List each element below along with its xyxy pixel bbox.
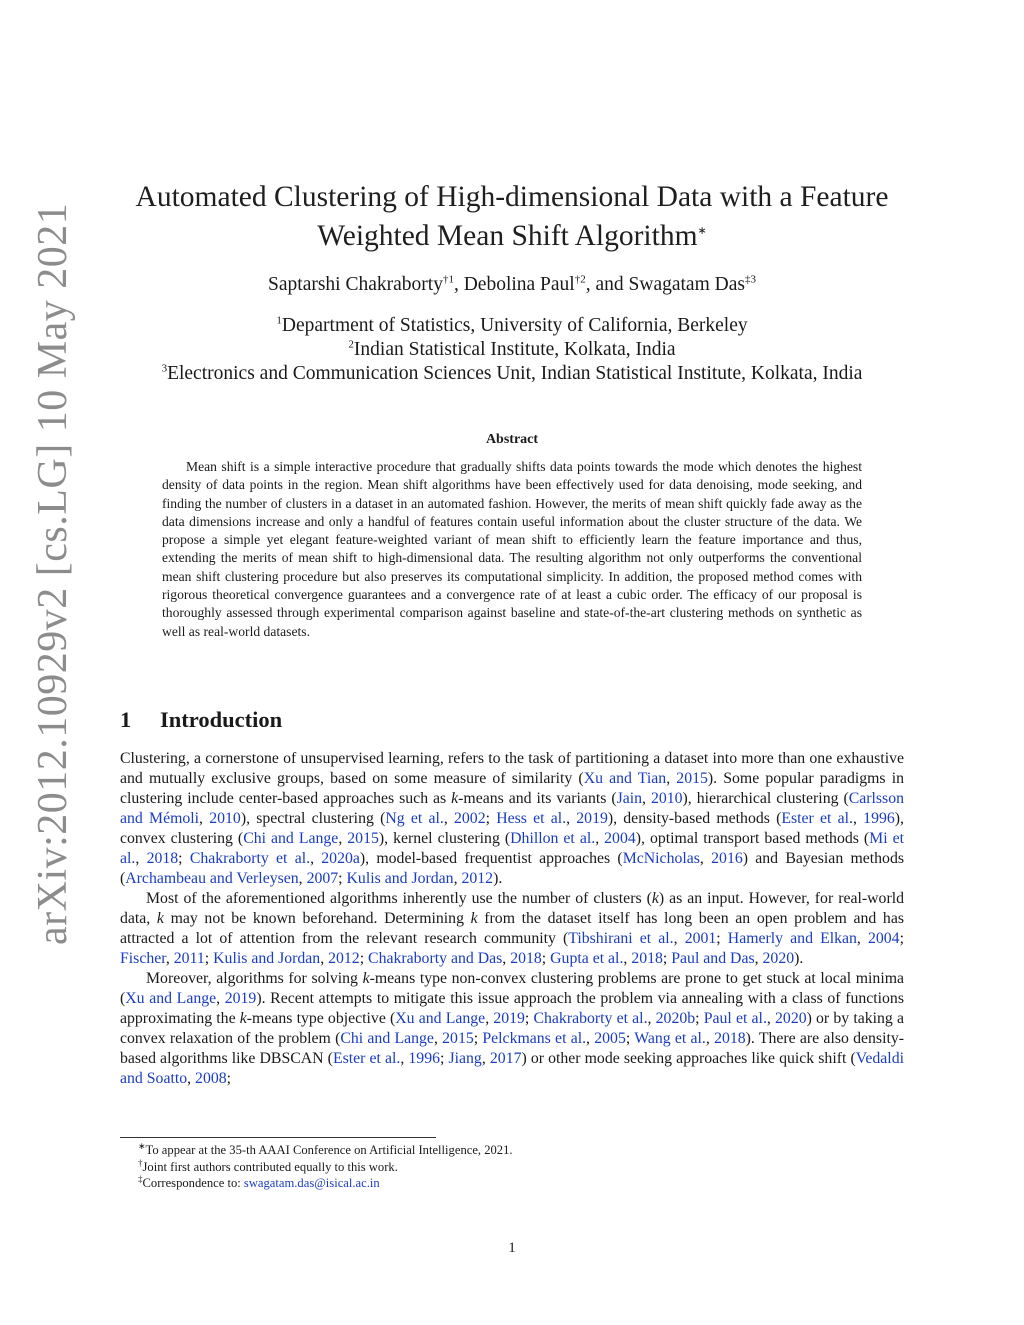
author-separator: , and (585, 274, 629, 295)
paragraph-text: , (481, 1050, 490, 1067)
paragraph-text: , (400, 1050, 409, 1067)
citation-link[interactable]: Paul and Das (671, 950, 755, 967)
paragraph-text: , (320, 950, 329, 967)
footnote-mark: † (138, 1157, 143, 1168)
citation-link[interactable]: 2004 (604, 830, 636, 847)
affiliations (100, 314, 924, 386)
citation-link[interactable]: 2015 (347, 830, 379, 847)
paragraph-text: Most of the aforementioned algorithms inherently use the number of clusters ( (146, 890, 652, 907)
paragraph-text: ). Recent attempts to mitigate this issue approach the problem via annealing with a class of functions approximating the (120, 990, 904, 1027)
citation-link[interactable]: Hamerly and Elkan (727, 930, 857, 947)
footnote-text: Correspondence to: (142, 1176, 244, 1190)
citation-link[interactable]: Tibshirani et al. (568, 930, 674, 947)
citation-link[interactable]: 2018 (146, 850, 179, 867)
footnotes (120, 1142, 904, 1192)
paragraph-text: ), optimal transport based methods ( (635, 830, 870, 847)
paragraph-text: from the dataset itself has long been an open problem and has attracted a lot of attention from the relevant research community ( (120, 910, 904, 947)
citation-link[interactable]: 2016 (711, 850, 743, 867)
author-name: Swagatam Das (628, 274, 745, 295)
paper-title (100, 178, 924, 256)
citation-link[interactable]: Chi and Lange (243, 830, 339, 847)
citation-link[interactable]: Hess et al. (496, 810, 567, 827)
citation-link[interactable]: Gupta et al. (550, 950, 624, 967)
paragraph-text: ; (338, 870, 347, 887)
paragraph-text: , (647, 1010, 656, 1027)
paragraph-text: , (595, 830, 605, 847)
page-number: 1 (508, 1240, 516, 1256)
paragraph-text: may not be known beforehand. Determining (163, 910, 471, 927)
paragraph-text: ) and Bayesian methods ( (120, 850, 905, 887)
paragraph-text: ). There are also density-based algorithms like DBSCAN ( (120, 1030, 905, 1067)
affiliation-sup: 1 (276, 314, 282, 327)
citation-link[interactable]: Xu and Lange (125, 990, 217, 1007)
citation-link[interactable]: 2017 (489, 1050, 522, 1067)
footnote-divider (120, 1137, 436, 1138)
citation-link[interactable]: 2008 (195, 1070, 227, 1087)
paragraph-text: ; (440, 1050, 449, 1067)
paragraph-text: ; (695, 1010, 704, 1027)
paragraph-text: , (310, 850, 322, 867)
author-list (100, 272, 924, 298)
paragraph-text: , (443, 810, 454, 827)
citation-link[interactable]: 2007 (306, 870, 339, 887)
citation-link[interactable]: Chakraborty et al. (189, 850, 311, 867)
citation-link[interactable]: 2001 (684, 930, 717, 947)
paragraph-text: , (853, 810, 864, 827)
citation-link[interactable]: 2018 (714, 1030, 746, 1047)
citation-link[interactable]: Chi and Lange (340, 1030, 434, 1047)
citation-link[interactable]: 2018 (631, 950, 663, 967)
paragraph-text: Moreover, algorithms for solving (146, 970, 363, 987)
paragraph-text: , (502, 950, 511, 967)
paragraph-text: ). (493, 870, 503, 887)
author-separator: , (453, 274, 464, 295)
author-name: Saptarshi Chakraborty (268, 274, 443, 295)
citation-link[interactable]: Mi et al. (120, 830, 905, 867)
paragraph-text: , (642, 790, 651, 807)
paragraph-text: ; (541, 950, 551, 967)
citation-link[interactable]: 2012 (461, 870, 494, 887)
section-heading (120, 707, 282, 733)
citation-link[interactable]: 2002 (454, 810, 486, 827)
citation-link[interactable]: McNicholas (622, 850, 700, 867)
paragraph-text: ; (524, 1010, 534, 1027)
paragraph-text: , (699, 850, 712, 867)
footnote-mark: ‡ (138, 1173, 143, 1184)
paragraph-text: ), convex clustering ( (120, 810, 904, 847)
citation-link[interactable]: 2020b (655, 1010, 696, 1027)
math-variable: k (470, 910, 478, 927)
footnote-text: Joint first authors contributed equally to this work. (142, 1159, 398, 1174)
section-title: Introduction (160, 707, 283, 732)
citation-link[interactable]: 2019 (224, 990, 257, 1007)
paragraph (120, 969, 904, 1089)
affiliation-text: Department of Statistics, University of California, Berkeley (281, 315, 748, 336)
citation-link[interactable]: 2020 (762, 950, 795, 967)
paragraph-text: , (453, 870, 462, 887)
abstract-text: Mean shift is a simple interactive procedure that gradually shifts data points towards the mode which denotes the highest density of data points in the region. Mean shift algorithms have been effectively used for data denoising, mode seeking, and finding the number of clusters in a dataset in an automated fashion. However, the merits of mean shift quickly fade away as the data dimensions increase and only a handful of features contain useful information about the cluster structure of the data. We propose a simple yet elegant feature-weighted variant of mean shift to efficiently learn the feature importance and thus, extending the merits of mean shift to high-dimensional data. The resulting algorithm not only outperforms the conventional mean shift clustering procedure but also preserves its computational simplicity. In addition, the proposed method comes with rigorous theoretical convergence guarantees and a convergence rate of at least a cubic order. The efficacy of our proposal is thoroughly assessed through experimental comparison against baseline and state-of-the-art clustering methods on synthetic as well as real-world datasets. (162, 459, 862, 639)
paragraph-text: ) as an input. However, for real-world data, (120, 890, 904, 927)
footnote-mark: ∗ (138, 1140, 146, 1151)
title-line-2-text: Weighted Mean Shift Algorithm (317, 220, 698, 252)
arxiv-stamp: arXiv:2012.10929v2 [cs.LG] 10 May 2021 (30, 202, 76, 945)
section-number: 1 (120, 707, 132, 732)
paragraph-text: ) or other mode seeking approaches like quick shift ( (521, 1050, 856, 1067)
citation-link[interactable]: Fischer (120, 950, 166, 967)
citation-link[interactable]: 1996 (408, 1050, 440, 1067)
affiliation-text: Electronics and Communication Sciences Unit, Indian Statistical Institute, Kolkata, India (167, 363, 863, 384)
citation-link[interactable]: 2019 (493, 1010, 525, 1027)
body-text (120, 749, 904, 1089)
paragraph (120, 889, 904, 969)
citation-link[interactable]: Ester et al. (332, 1050, 401, 1067)
paragraph-text: , (187, 1070, 196, 1087)
citation-link[interactable]: Xu and Lange (395, 1010, 486, 1027)
citation-link[interactable]: Wang et al. (634, 1030, 706, 1047)
citation-link[interactable]: 2015 (676, 770, 708, 787)
citation-link[interactable]: 1996 (863, 810, 895, 827)
paragraph-text: ). (794, 950, 804, 967)
citation-link[interactable]: Paul et al. (703, 1010, 767, 1027)
paragraph-text: ; (662, 950, 672, 967)
footnote (120, 1142, 904, 1159)
paragraph-text: , (705, 1030, 715, 1047)
citation-link[interactable]: 2010 (209, 810, 241, 827)
paragraph-text: , (673, 930, 685, 947)
paragraph-text: , (338, 830, 348, 847)
citation-link[interactable]: Carlsson and Mémoli (120, 790, 904, 827)
footnote (120, 1159, 904, 1176)
paragraph-text: ), kernel clustering ( (378, 830, 511, 847)
author-sup: †1 (442, 273, 454, 286)
paragraph-text: -means type non-convex clustering problems are prone to get stuck at local minima ( (120, 970, 905, 1007)
citation-link[interactable]: 2004 (867, 930, 900, 947)
paragraph (120, 749, 904, 889)
math-variable: k (651, 890, 659, 907)
affiliation-sup: 2 (348, 338, 354, 351)
paragraph-text: ; (716, 930, 728, 947)
paragraph-text: , (165, 950, 174, 967)
paragraph-text: ; (473, 1030, 483, 1047)
citation-link[interactable]: Pelckmans et al. (482, 1030, 587, 1047)
paragraph-text: , (485, 1010, 494, 1027)
citation-link[interactable]: 2011 (173, 950, 205, 967)
citation-link[interactable]: Chakraborty and Das (368, 950, 503, 967)
paragraph-text: , (586, 1030, 595, 1047)
paragraph-text: , (298, 870, 307, 887)
citation-link[interactable]: Kulis and Jordan (346, 870, 454, 887)
paragraph-text: ) or by taking a convex relaxation of the problem ( (120, 1010, 904, 1047)
citation-link[interactable]: Ester et al. (781, 810, 853, 827)
citation-link[interactable]: 2020 (775, 1010, 807, 1027)
paragraph-text: ), spectral clustering ( (240, 810, 386, 827)
paragraph-text: , (623, 950, 632, 967)
paragraph-text: , (766, 1010, 776, 1027)
email-link[interactable]: swagatam.das@isical.ac.in (243, 1176, 380, 1190)
paragraph-text: ; (204, 950, 214, 967)
affiliation-1 (100, 314, 924, 338)
author-name: Debolina Paul (463, 274, 575, 295)
citation-link[interactable]: 2015 (442, 1030, 474, 1047)
paragraph-text: ), density-based methods ( (607, 810, 782, 827)
paragraph-text: ; (226, 1070, 232, 1087)
paragraph-text: ), hierarchical clustering ( (682, 790, 849, 807)
citation-link[interactable]: Jain (616, 790, 643, 807)
citation-link[interactable]: Jiang (448, 1050, 482, 1067)
affiliation-3 (100, 362, 924, 386)
citation-link[interactable]: Xu and Tian (583, 770, 667, 787)
author-sup: †2 (574, 273, 586, 286)
affiliation-text: Indian Statistical Institute, Kolkata, India (353, 339, 676, 360)
citation-link[interactable]: 2005 (594, 1030, 626, 1047)
paragraph-text: ). Some popular paradigms in clustering include center-based approaches such as (120, 770, 904, 807)
math-variable: k (451, 790, 459, 807)
citation-link[interactable]: Archambeau and Verleysen (125, 870, 299, 887)
footnote (120, 1175, 904, 1192)
title-line-1: Automated Clustering of High-dimensional Data with a Feature (135, 181, 889, 213)
affiliation-sup: 3 (161, 362, 168, 375)
paragraph-text: , (216, 990, 225, 1007)
citation-link[interactable]: 2018 (510, 950, 542, 967)
title-footnote-mark: ∗ (697, 225, 707, 238)
title-line-2 (100, 217, 924, 256)
paragraph-text: ; (485, 810, 497, 827)
paragraph-text: , (433, 1030, 443, 1047)
math-variable: k (362, 970, 370, 987)
affiliation-2 (100, 338, 924, 362)
math-variable: k (156, 910, 164, 927)
paragraph-text: , (199, 810, 210, 827)
author-sup: ‡3 (744, 273, 756, 286)
citation-link[interactable]: 2020a (321, 850, 360, 867)
citation-link[interactable]: Ng et al. (385, 810, 444, 827)
paragraph-text: , (856, 930, 868, 947)
citation-link[interactable]: 2010 (650, 790, 683, 807)
footnote-text: To appear at the 35-th AAAI Conference on Artificial Intelligence, 2021. (145, 1143, 513, 1157)
paragraph-text: ; (899, 930, 904, 947)
paragraph-text: -means type objective ( (246, 1010, 396, 1027)
citation-link[interactable]: Chakraborty et al. (533, 1010, 648, 1027)
paragraph-text: ; (178, 850, 190, 867)
paragraph-text: ; (625, 1030, 635, 1047)
paragraph-text: ), model-based frequentist approaches ( (359, 850, 623, 867)
citation-link[interactable]: 2019 (576, 810, 608, 827)
paragraph-text: , (754, 950, 763, 967)
paragraph-text: Clustering, a cornerstone of unsupervised learning, refers to the task of partitioning a dataset into more than one exhaustive and mutually exclusive groups, based on some measure of similarity ( (120, 750, 904, 787)
paragraph-text: , (666, 770, 677, 787)
citation-link[interactable]: Dhillon et al. (510, 830, 596, 847)
math-variable: k (239, 1010, 247, 1027)
citation-link[interactable]: 2012 (328, 950, 360, 967)
citation-link[interactable]: Vedaldi and Soatto (120, 1050, 904, 1087)
paragraph-text: , (566, 810, 577, 827)
paragraph-text: ; (359, 950, 369, 967)
paragraph-text: -means and its variants ( (458, 790, 617, 807)
abstract-heading: Abstract (485, 432, 539, 447)
paragraph-text: , (135, 850, 147, 867)
citation-link[interactable]: Kulis and Jordan (213, 950, 321, 967)
